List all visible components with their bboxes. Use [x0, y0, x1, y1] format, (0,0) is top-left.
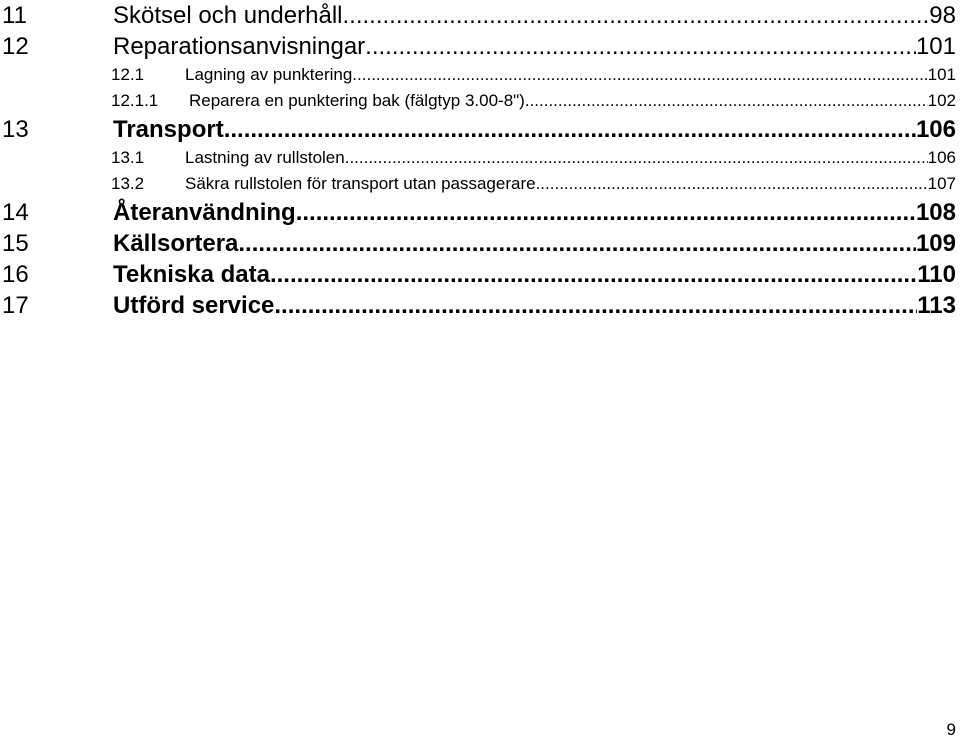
toc-dot-leader [525, 88, 928, 114]
toc-entry-page: 108 [915, 199, 956, 226]
toc-entry-number: 13 [2, 116, 29, 143]
toc-dot-leader [270, 259, 917, 290]
toc-entry-title: Källsortera [113, 230, 239, 257]
toc-entry-number: 16 [2, 261, 29, 288]
toc-dot-leader [238, 228, 916, 259]
toc-entry-title: Säkra rullstolen för transport utan passagerare [185, 174, 536, 193]
toc-entry-number: 12.1.1 [111, 91, 159, 110]
toc-entry-number: 12.1 [111, 65, 145, 84]
toc-entry-13-1[interactable] [0, 145, 956, 171]
toc-entry-number: 15 [2, 230, 29, 257]
toc-dot-leader [365, 31, 916, 62]
toc-entry-number: 17 [2, 292, 29, 319]
toc-dot-leader [345, 145, 928, 171]
toc-entry-page: 110 [917, 261, 956, 288]
toc-entry-14[interactable] [0, 197, 956, 228]
toc-dot-leader [342, 0, 929, 31]
toc-entry-number: 14 [2, 199, 29, 226]
toc-entry-number: 11 [2, 2, 27, 29]
toc-entry-title: Tekniska data [113, 261, 270, 288]
toc-entry-11[interactable] [0, 0, 956, 31]
toc-entry-13-2[interactable] [0, 171, 956, 197]
toc-entry-page: 102 [927, 91, 956, 110]
toc-entry-page: 113 [917, 292, 956, 319]
toc-entry-title: Återanvändning [113, 199, 296, 226]
toc-entry-page: 106 [915, 116, 956, 143]
toc-entry-16[interactable] [0, 259, 956, 290]
table-of-contents [0, 0, 956, 321]
toc-entry-title: Skötsel och underhåll [113, 2, 343, 29]
toc-entry-number: 13.2 [111, 174, 145, 193]
toc-entry-page: 98 [929, 2, 956, 29]
toc-dot-leader [296, 197, 916, 228]
toc-entry-page: 107 [927, 174, 956, 193]
toc-entry-number: 12 [2, 33, 29, 60]
toc-entry-page: 109 [915, 230, 956, 257]
toc-entry-page: 101 [915, 33, 956, 60]
toc-entry-17[interactable] [0, 290, 956, 321]
footer-page-number: 9 [946, 720, 956, 739]
toc-entry-15[interactable] [0, 228, 956, 259]
toc-entry-title: Reparera en punktering bak (fälgtyp 3.00-8") [189, 91, 525, 110]
toc-entry-number: 13.1 [111, 148, 145, 167]
toc-entry-title: Reparationsanvisningar [113, 33, 366, 60]
toc-dot-leader [274, 290, 917, 321]
toc-entry-title: Lastning av rullstolen [185, 148, 345, 167]
toc-entry-13[interactable] [0, 114, 956, 145]
toc-entry-title: Utförd service [113, 292, 275, 319]
toc-entry-12[interactable] [0, 31, 956, 62]
toc-dot-leader [536, 171, 928, 197]
toc-entry-12-1[interactable] [0, 62, 956, 88]
toc-entry-page: 101 [927, 65, 956, 84]
toc-entry-page: 106 [927, 148, 956, 167]
toc-dot-leader [352, 62, 927, 88]
toc-entry-12-1-1[interactable] [0, 88, 956, 114]
toc-entry-title: Transport [113, 116, 224, 143]
toc-dot-leader [224, 114, 916, 145]
toc-entry-title: Lagning av punktering [185, 65, 353, 84]
